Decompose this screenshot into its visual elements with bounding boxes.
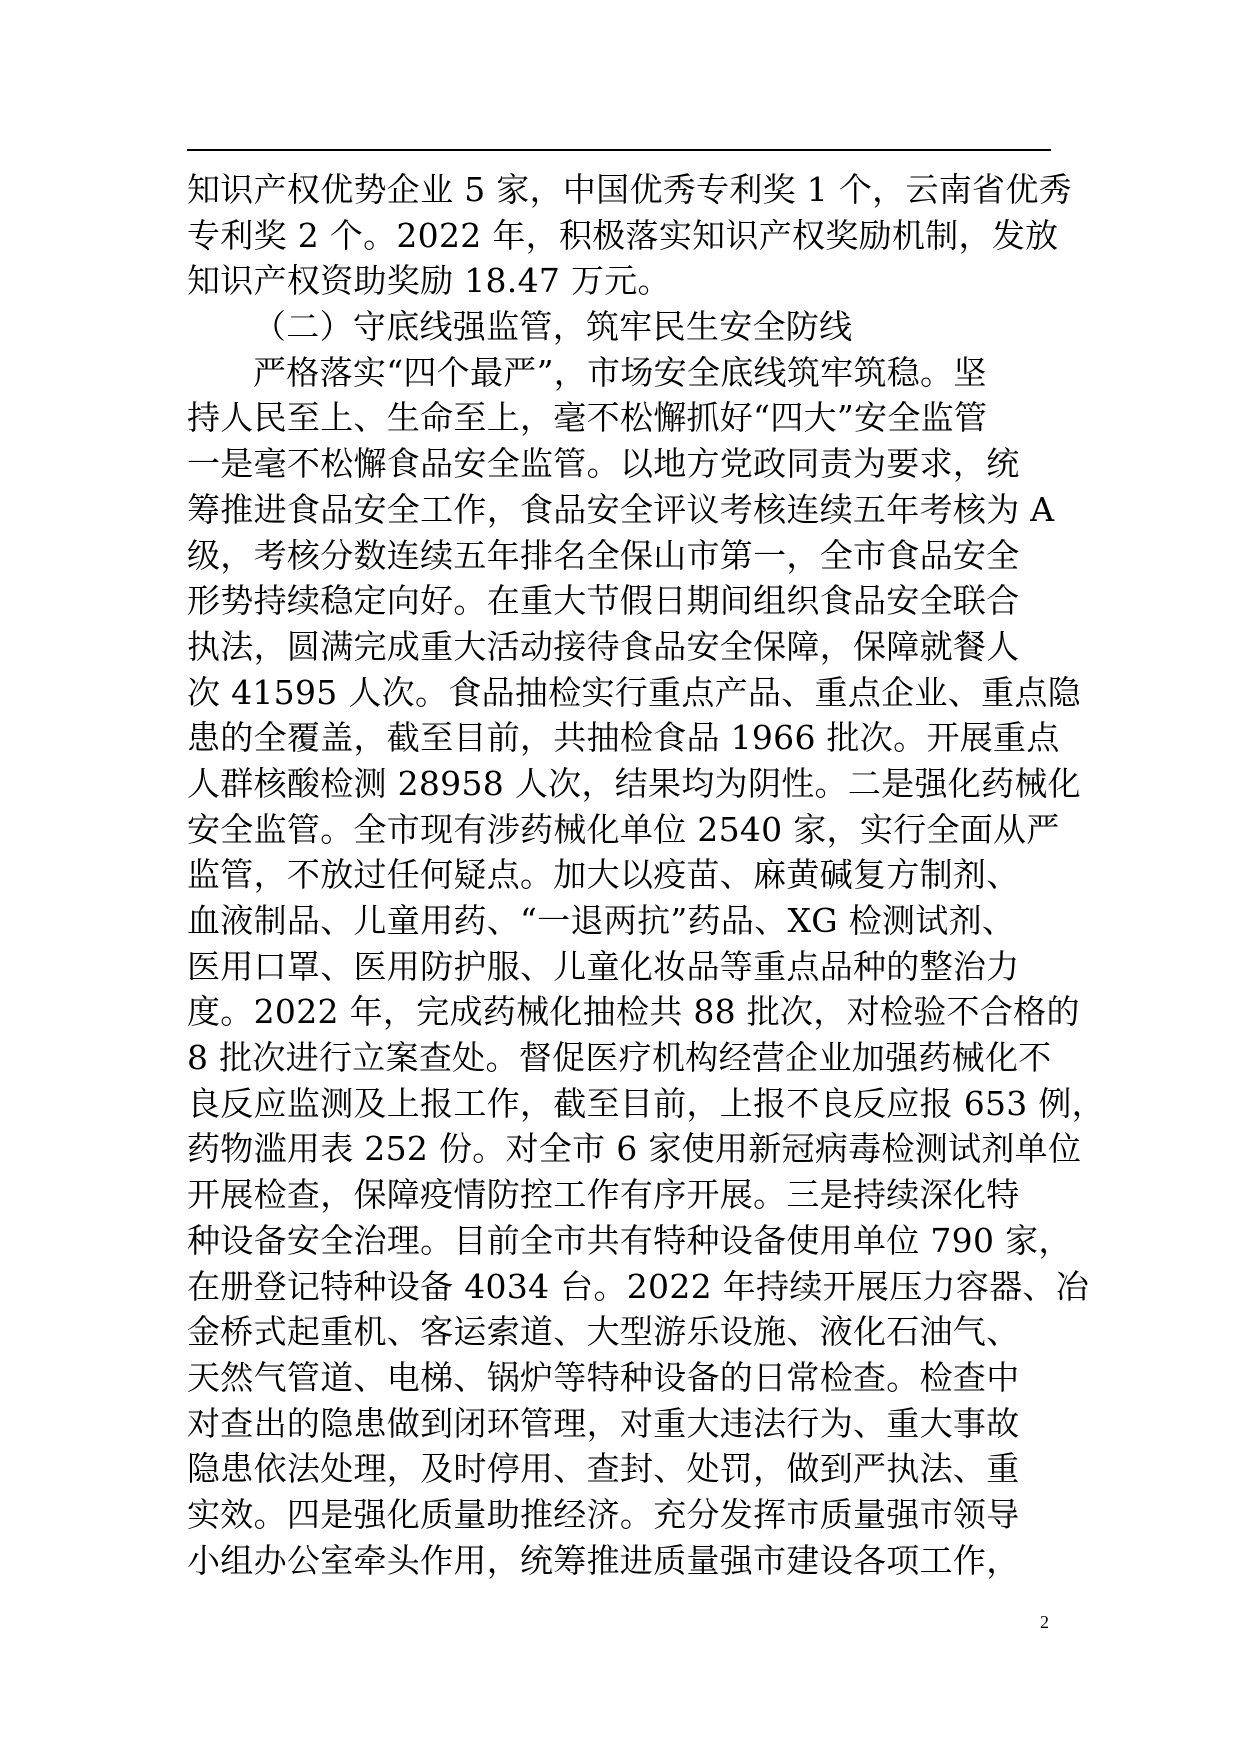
text-line: 8 批次进行立案查处。督促医疗机构经营企业加强药械化不 (187, 1038, 1052, 1078)
text-line: 医用口罩、医用防护服、儿童化妆品等重点品种的整治力 (187, 946, 1020, 986)
text-line: 监管，不放过任何疑点。加大以疫苗、麻黄碱复方制剂、 (187, 855, 1020, 895)
text-line: 知识产权资助奖励 18.47 万元。 (187, 261, 671, 301)
text-line: 开展检查，保障疫情防控工作有序开展。三是持续深化特 (187, 1175, 1020, 1215)
text-line: 级，考核分数连续五年排名全保山市第一，全市食品安全 (187, 535, 1020, 575)
text-line: 患的全覆盖，截至目前，共抽检食品 1966 批次。开展重点 (187, 718, 1060, 758)
text-line: 度。2022 年，完成药械化抽检共 88 批次，对检验不合格的 (187, 992, 1080, 1032)
text-line: 人群核酸检测 28958 人次，结果均为阴性。二是强化药械化 (187, 763, 1081, 803)
text-line: 持人民至上、生命至上，毫不松懈抓好“四大”安全监管 (187, 398, 988, 438)
page-number: 2 (1040, 1612, 1049, 1632)
section-heading: （二）守底线强监管，筑牢民生安全防线 (253, 307, 853, 347)
text-line: 形势持续稳定向好。在重大节假日期间组织食品安全联合 (187, 581, 1020, 621)
text-line: 实效。四是强化质量助推经济。充分发挥市质量强市领导 (187, 1494, 1020, 1534)
text-line: 隐患依法处理，及时停用、查封、处罚，做到严执法、重 (187, 1449, 1020, 1489)
text-line: 执法，圆满完成重大活动接待食品安全保障，保障就餐人 (187, 626, 1020, 666)
text-line: 专利奖 2 个。2022 年，积极落实知识产权奖励机制，发放 (187, 215, 1059, 255)
text-line: 金桥式起重机、客运索道、大型游乐设施、液化石油气、 (187, 1312, 1020, 1352)
text-line: 知识产权优势企业 5 家，中国优秀专利奖 1 个，云南省优秀 (187, 170, 1072, 209)
text-line: 良反应监测及上报工作，截至目前，上报不良反应报 653 例， (187, 1083, 1105, 1123)
text-line: 一是毫不松懈食品安全监管。以地方党政同责为要求，统 (187, 444, 1020, 484)
text-line: 对查出的隐患做到闭环管理，对重大违法行为、重大事故 (187, 1403, 1020, 1443)
text-line: 种设备安全治理。目前全市共有特种设备使用单位 790 家， (187, 1220, 1072, 1260)
text-line: 天然气管道、电梯、锅炉等特种设备的日常检查。检查中 (187, 1357, 1020, 1397)
text-line: 在册登记特种设备 4034 台。2022 年持续开展压力容器、冶 (187, 1266, 1090, 1306)
text-line: 安全监管。全市现有涉药械化单位 2540 家，实行全面从严 (187, 809, 1060, 849)
body-text (187, 167, 1105, 1583)
text-line: 药物滥用表 252 份。对全市 6 家使用新冠病毒检测试剂单位 (187, 1129, 1082, 1169)
text-line: 小组办公室牵头作用，统筹推进质量强市建设各项工作， (187, 1540, 1020, 1580)
text-line: 筹推进食品安全工作，食品安全评议考核连续五年考核为 A (187, 489, 1055, 529)
text-line: 次 41595 人次。食品抽检实行重点产品、重点企业、重点隐 (187, 672, 1081, 712)
text-line: 血液制品、儿童用药、“一退两抗”药品、XG 检测试剂、 (187, 901, 1016, 940)
text-line: 严格落实“四个最严”，市场安全底线筑牢筑稳。坚 (253, 352, 987, 392)
header-rule (187, 149, 1051, 151)
